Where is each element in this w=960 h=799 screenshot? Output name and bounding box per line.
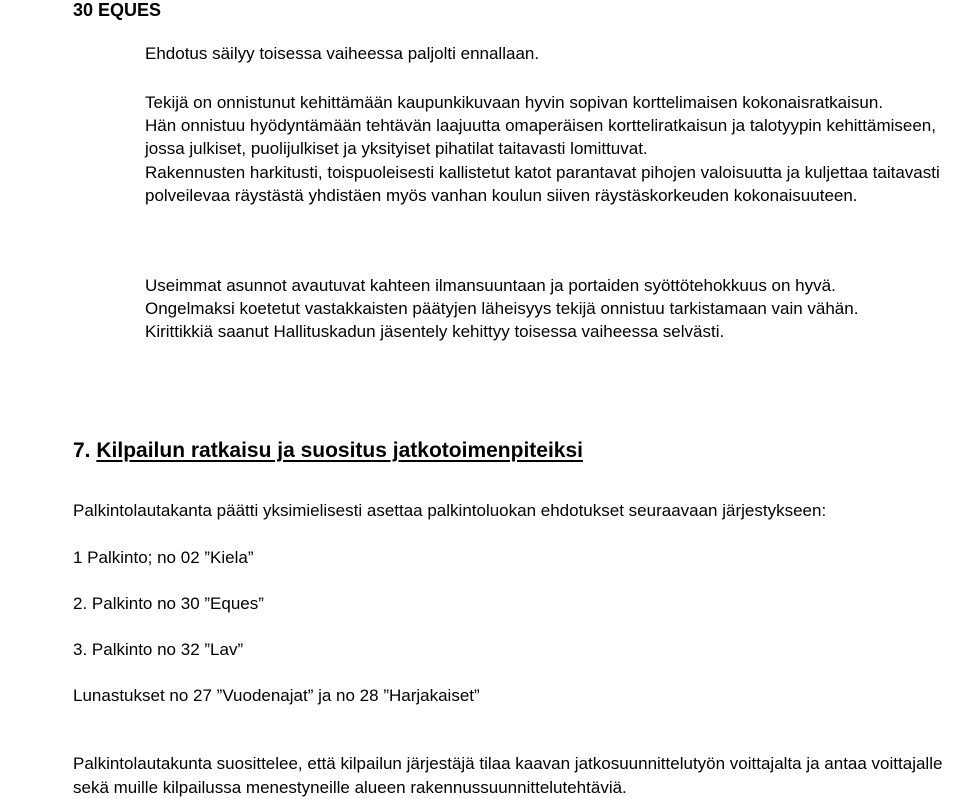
evaluation-text: Kirittikkiä saanut Hallituskadun jäsentely kehittyy toisessa vaiheessa selvästi. [145, 322, 725, 342]
decision-intro: Palkintolautakanta päätti yksimielisesti asettaa palkintoluokan ehdotukset seuraavaan järjestykseen: [73, 501, 827, 520]
evaluation-text: Rakennusten harkitusti, toispuoleisesti kallistetut katot parantavat pihojen valoisuutta ja kuljettaa taitavasti polveilevaa räystästä yhdistäen myös vanhan koulun siiven räystäskorkeuden kokonaisuuteen. [145, 162, 940, 205]
evaluation-paragraph-3 [145, 274, 950, 344]
evaluation-text: Hän onnistuu hyödyntämään tehtävän laajuutta omaperäisen kortteliratkaisun ja talotyypin kehittämiseen, jossa julkiset, puolijulkiset ja yksityiset pihatilat taitavasti lomittuvat. [145, 116, 936, 159]
evaluation-text: Ehdotus säilyy toisessa vaiheessa paljolti ennallaan. [145, 44, 540, 63]
prize-second: 2. Palkinto no 30 ”Eques” [73, 594, 264, 613]
evaluation-text: Tekijä on onnistunut kehittämään kaupunkikuvaan hyvin sopivan korttelimaisen kokonaisratkaisun. [145, 93, 884, 112]
evaluation-text: Ongelmaksi koetetut vastakkaisten päätyjen läheisyys tekijä onnistuu tarkistamaan vain vähän. [145, 299, 859, 319]
section-title: Kilpailun ratkaisu ja suositus jatkotoimenpiteiksi [96, 439, 583, 462]
entry-title: 30 EQUES [73, 0, 162, 20]
evaluation-paragraph-2 [145, 91, 950, 207]
prize-first: 1 Palkinto; no 02 ”Kiela” [73, 548, 254, 567]
section-number: 7. [73, 439, 91, 462]
prize-third: 3. Palkinto no 32 ”Lav” [73, 640, 244, 659]
evaluation-text: Useimmat asunnot avautuvat kahteen ilmansuuntaan ja portaiden syöttötehokkuus on hyvä. [145, 276, 836, 295]
recommendation: Palkintolautakunta suosittelee, että kilpailun järjestäjä tilaa kaavan jatkosuunnittelutyön voittajalta ja antaa voittajalle sekä muille kilpailussa menestyneille alueen rakennussuunnittelutehtäviä. [73, 754, 943, 797]
evaluation-paragraph-1 [145, 42, 950, 65]
purchases: Lunastukset no 27 ”Vuodenajat” ja no 28 ”Harjakaiset” [73, 686, 480, 705]
section-heading [73, 437, 583, 465]
